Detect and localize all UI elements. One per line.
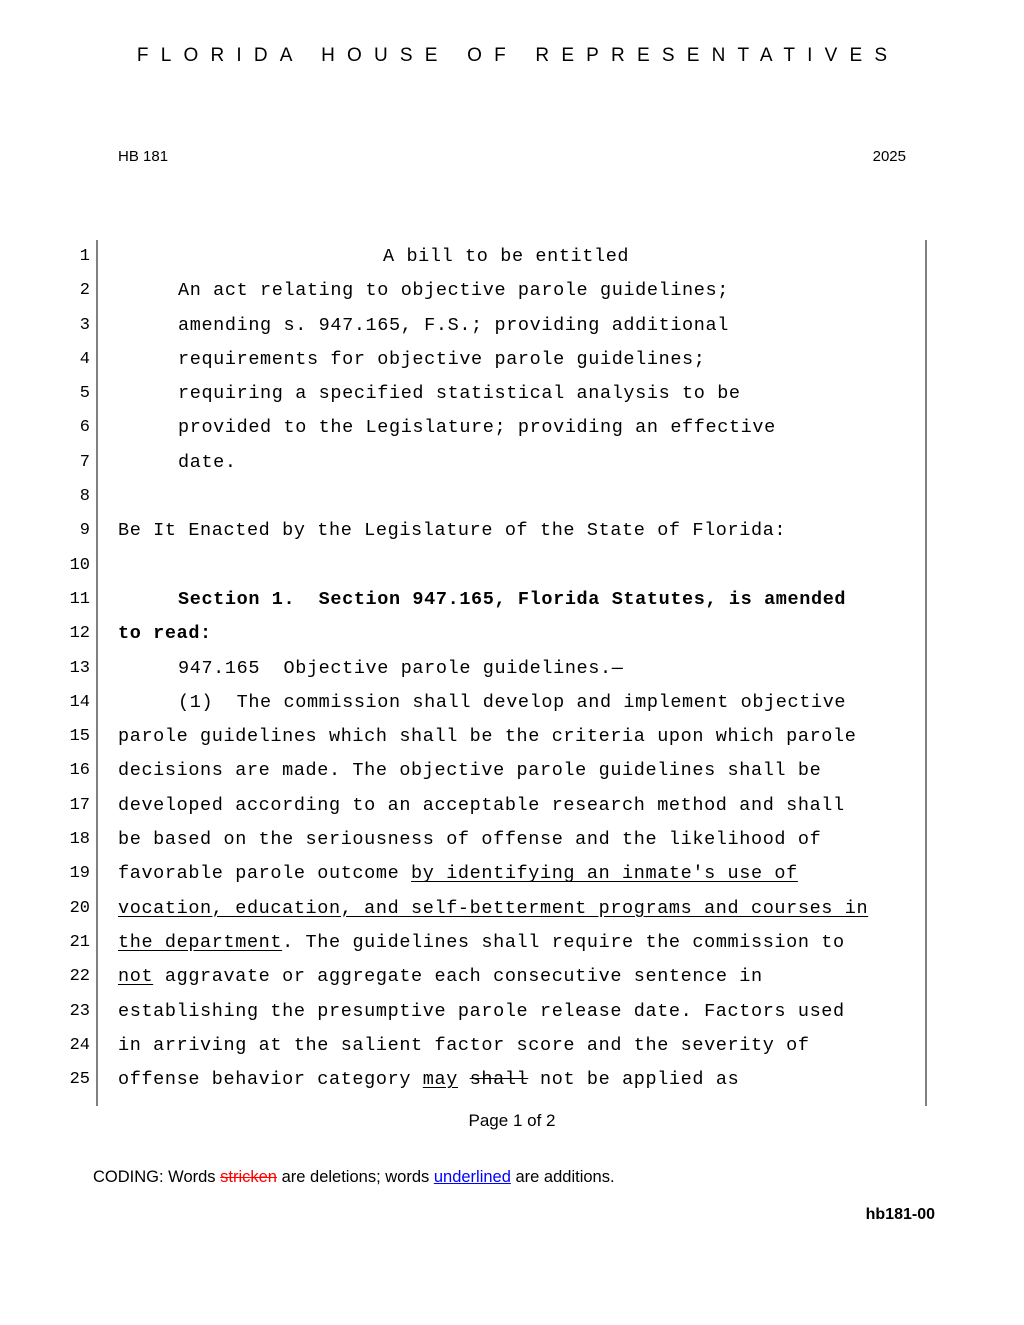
bill-line-text: [118, 823, 821, 857]
bill-line: [0, 240, 1024, 274]
plain-text: in arriving at the salient factor score and the severity of: [118, 1034, 810, 1056]
bill-line: [0, 377, 1024, 411]
coding-underlined-sample: underlined: [433, 1168, 511, 1186]
coding-suffix: are additions.: [510, 1168, 615, 1186]
bill-line: [0, 617, 1024, 651]
document-id: hb181-00: [865, 1206, 935, 1223]
bill-line-text: [118, 857, 798, 891]
bill-line: [0, 754, 1024, 788]
plain-text: favorable parole outcome: [118, 863, 412, 885]
bill-line: [0, 411, 1024, 445]
line-number: 14: [69, 692, 90, 712]
plain-text: be based on the seriousness of offense and the likelihood of: [118, 829, 822, 851]
line-number: 13: [69, 658, 90, 678]
bill-line-text: [118, 995, 845, 1029]
line-number: 10: [69, 555, 90, 575]
line-number: 3: [79, 315, 90, 335]
plain-text: to read:: [118, 623, 212, 645]
coding-stricken-sample: stricken: [220, 1168, 277, 1186]
plain-text: not be applied as: [528, 1069, 740, 1091]
bill-number: HB 181: [118, 148, 169, 165]
plain-text: decisions are made. The objective parole guidelines shall be: [118, 760, 822, 782]
bill-line-text: [178, 411, 776, 445]
coding-prefix: CODING: Words: [93, 1168, 221, 1186]
bill-line-text: [118, 892, 868, 926]
bill-line-text: [178, 446, 237, 480]
bill-line-text: [118, 617, 212, 651]
plain-text: . The guidelines shall require the commission to: [282, 931, 845, 953]
plain-text: Section 1. Section 947.165, Florida Statutes, is amended: [178, 588, 847, 610]
document-header: [118, 148, 906, 165]
line-number: 22: [69, 967, 90, 987]
bill-line: [0, 446, 1024, 480]
plain-text: offense behavior category: [118, 1069, 423, 1091]
bill-line-text: [178, 583, 846, 617]
inserted-text: the department: [118, 931, 283, 953]
plain-text: (1) The commission shall develop and implement objective: [178, 691, 847, 713]
bill-line: [0, 1029, 1024, 1063]
bill-line: [0, 995, 1024, 1029]
inserted-text: not: [118, 966, 154, 988]
plain-text: developed according to an acceptable research method and shall: [118, 794, 845, 816]
bill-line: [0, 274, 1024, 308]
line-number: 9: [79, 521, 90, 541]
line-number: 21: [69, 932, 90, 952]
line-number: 24: [69, 1035, 90, 1055]
coding-legend: [93, 1168, 615, 1187]
line-number: 23: [69, 1001, 90, 1021]
bill-line: [0, 514, 1024, 548]
line-number: 11: [69, 589, 90, 609]
line-number: 17: [69, 795, 90, 815]
plain-text: date.: [178, 451, 237, 473]
plain-text: 947.165 Objective parole guidelines.—: [178, 657, 624, 679]
coding-middle: are deletions; words: [277, 1168, 434, 1186]
plain-text: establishing the presumptive parole release date. Factors used: [118, 1000, 845, 1022]
plain-text: amending s. 947.165, F.S.; providing additional: [178, 314, 729, 336]
plain-text: requirements for objective parole guidelines;: [178, 348, 706, 370]
deleted-text: shall: [469, 1069, 529, 1091]
bill-line-text: [118, 1063, 739, 1097]
bill-year: 2025: [872, 148, 906, 165]
bill-line-text: [178, 309, 729, 343]
bill-line: [0, 926, 1024, 960]
line-number: 18: [69, 830, 90, 850]
bill-line: [0, 583, 1024, 617]
line-number: 2: [79, 281, 90, 301]
bill-line: [0, 720, 1024, 754]
line-number: 1: [79, 247, 90, 266]
plain-text: An act relating to objective parole guidelines;: [178, 280, 729, 302]
bill-line-text: [118, 960, 763, 994]
line-number: 12: [69, 624, 90, 644]
plain-text: Be It Enacted by the Legislature of the State of Florida:: [118, 520, 787, 542]
plain-text: parole guidelines which shall be the criteria upon which parole: [118, 726, 857, 748]
line-number: 5: [79, 384, 90, 404]
bill-line-text: [178, 652, 623, 686]
page-label: Page 1 of 2: [468, 1111, 556, 1130]
line-number: 15: [69, 727, 90, 747]
bill-line: [0, 549, 1024, 583]
line-number: 6: [79, 418, 90, 438]
line-number: 7: [79, 452, 90, 472]
bill-line-text: [118, 514, 786, 548]
numbered-line-list: [0, 240, 1024, 1097]
bill-line: [0, 343, 1024, 377]
bill-line-text: [178, 686, 846, 720]
bill-line-text: [178, 343, 705, 377]
bill-line: [0, 823, 1024, 857]
bill-line-text: [383, 240, 629, 274]
plain-text: aggravate or aggregate each consecutive sentence in: [153, 966, 763, 988]
inserted-text: vocation, education, and self-betterment programs and courses in: [118, 897, 869, 919]
bill-line: [0, 789, 1024, 823]
bill-line-text: [118, 1029, 810, 1063]
bill-line-text: [178, 274, 729, 308]
plain-text: provided to the Legislature; providing an effective: [178, 417, 776, 439]
bill-line: [0, 480, 1024, 514]
bill-body: [0, 240, 1024, 1106]
inserted-text: by identifying an inmate's use of: [411, 863, 798, 885]
bill-line-text: [118, 789, 845, 823]
chamber-title: FLORIDA HOUSE OF REPRESENTATIVES: [136, 45, 900, 66]
bill-line: [0, 309, 1024, 343]
bill-line: [0, 892, 1024, 926]
bill-line: [0, 960, 1024, 994]
bill-line: [0, 857, 1024, 891]
line-number: 8: [79, 487, 90, 507]
bill-line: [0, 652, 1024, 686]
bill-line-text: [178, 377, 741, 411]
line-number: 20: [69, 898, 90, 918]
bill-line-text: [118, 754, 821, 788]
bill-line: [0, 686, 1024, 720]
bill-line-text: [118, 926, 845, 960]
line-number: 16: [69, 761, 90, 781]
bill-line: [0, 1063, 1024, 1097]
plain-text: A bill to be entitled: [383, 246, 630, 267]
line-number: 25: [69, 1070, 90, 1090]
line-number: 19: [69, 864, 90, 884]
plain-text: requiring a specified statistical analysis to be: [178, 383, 741, 405]
inserted-text: may: [422, 1069, 458, 1091]
plain-text: [458, 1069, 470, 1090]
bill-line-text: [118, 720, 856, 754]
line-number: 4: [79, 349, 90, 369]
